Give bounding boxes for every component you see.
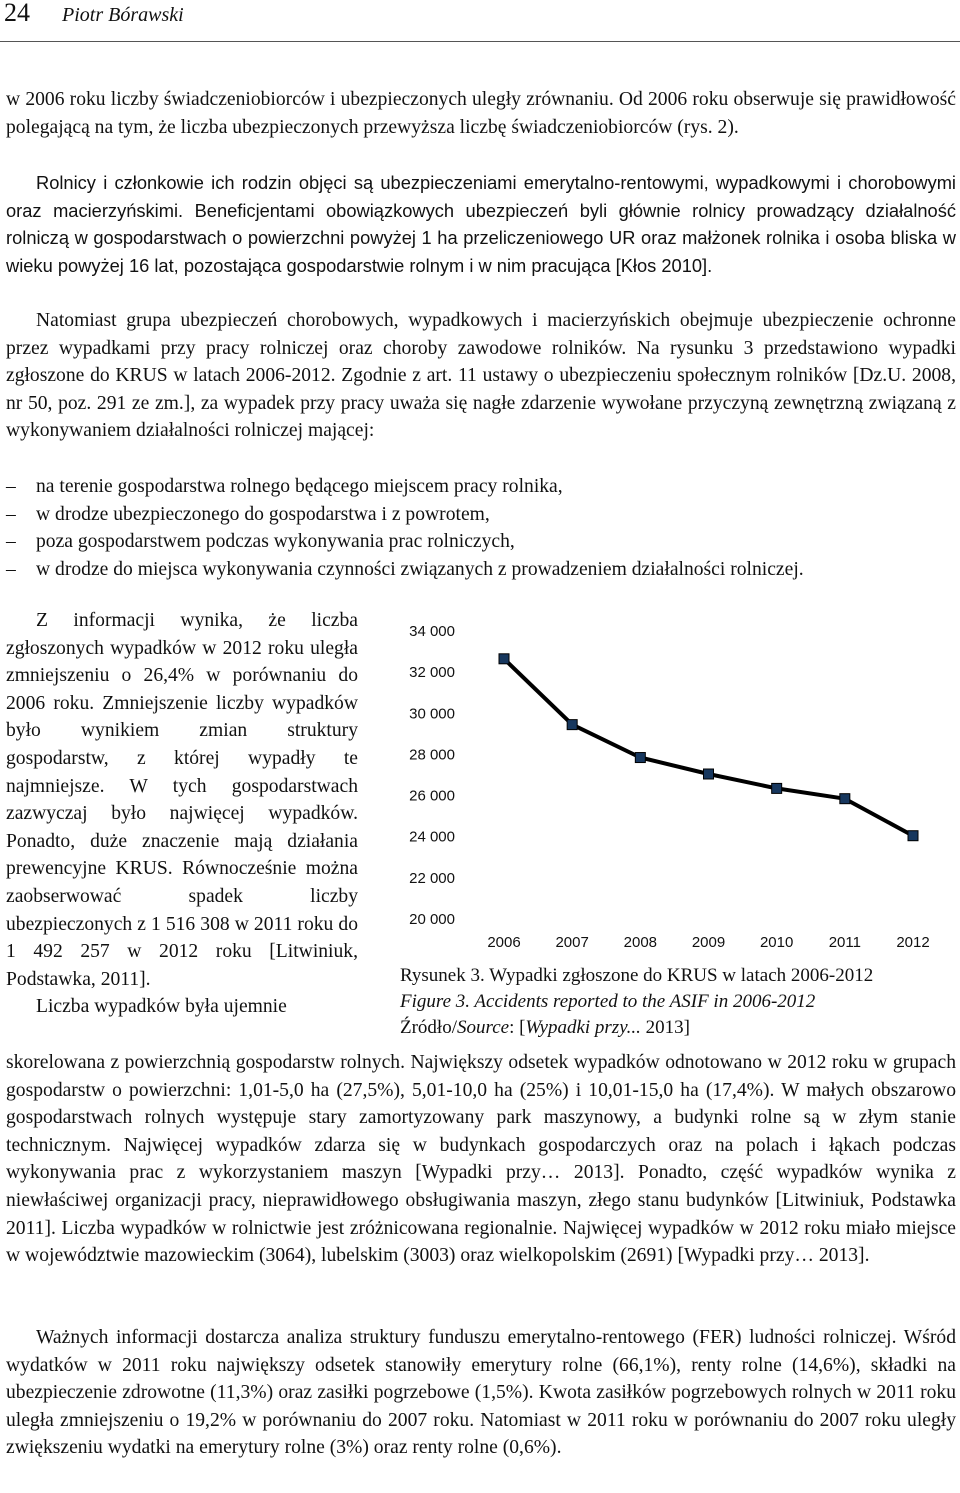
data-point-marker: [908, 831, 918, 841]
data-point-marker: [840, 794, 850, 804]
running-head-author: Piotr Bórawski: [62, 4, 184, 26]
y-tick-label: 34 000: [409, 623, 455, 640]
list-item: [6, 473, 956, 501]
dash-marker: –: [6, 476, 16, 497]
paragraph-3: Natomiast grupa ubezpieczeń chorobowych, wypadkowych i macierzyńskich obejmuje ubezpieczenie ochronne przez wypadkami przy pracy rolniczej oraz choroby zawodowe rolników. Na rysunku 3 przedstawiono wypadki zgłoszone do KRUS w latach 2006-2012. Zgodnie z art. 11 ustawy o ubezpieczeniu społecznym rolników [Dz.U. 2008, nr 50, poz. 291 ze zm.], za wypadek przy pracy uważa się nagłe zdarzenie wywołane przyczyną zewnętrzną związaną z wykonywaniem działalności rolniczej mającej:: [6, 310, 956, 442]
data-point-marker: [499, 654, 509, 664]
data-point-marker: [567, 720, 577, 730]
list-item-text: na terenie gospodarstwa rolnego będącego miejscem pracy rolnika,: [36, 476, 563, 497]
x-tick-label: 2012: [896, 934, 930, 951]
page-header: [0, 0, 960, 40]
y-tick-label: 22 000: [409, 869, 455, 887]
x-tick-label: 2010: [759, 934, 794, 951]
data-point-marker: [772, 783, 782, 793]
page-number: 24: [4, 0, 30, 27]
source-rest-1: : [: [509, 1017, 526, 1038]
dash-marker: –: [6, 531, 16, 553]
source-italic: Wypadki przy...: [525, 1017, 641, 1038]
paragraph-2: Rolnicy i członkowie ich rodzin objęci są ubezpieczeniami emerytalno-rentowymi, wypadkowymi i chorobowymi oraz macierzyńskimi. Beneficjentami obowiązkowych ubezpieczeń byli głównie rolnicy prowadzący działalność rolniczą w gospodarstwach o powierzchni powyżej 1 ha przeliczeniowego UR oraz małżonek rolnika i osoba bliska w wieku powyżej 16 lat, pozostająca gospodarstwie rolnym i w nim pracująca [Kłos 2010].: [6, 172, 956, 276]
x-tick-label: 2011: [828, 934, 861, 951]
figure-caption: [400, 963, 960, 1041]
x-tick-label: 2009: [691, 934, 726, 951]
y-axis-ticks: [409, 623, 455, 928]
paragraph-5: Ważnych informacji dostarcza analiza struktury funduszu emerytalno-rentowego (FER) ludności rolniczej. Wśród wydatków w 2011 roku największy odsetek stanowiły emerytury rolne (66,1%), renty rolne (14,6%), składki na ubezpieczenie zdrowotne (11,3%) oraz zasiłki pogrzebowe (1,5%). Kwota zasiłków pogrzebowych rolnych w 2011 roku uległa zmniejszeniu o 19,2% w porównaniu do 2007 roku. Natomiast w 2011 roku w porównaniu do 2007 roku uległy zwiększeniu wydatki na emerytury rolne (3%) oraz renty rolne (0,6%).: [6, 1327, 956, 1459]
caption-source: [400, 1015, 960, 1041]
list-item-text: w drodze do miejsca wykonywania czynności związanych z prowadzeniem działalności rolniczej.: [36, 558, 804, 580]
x-tick-label: 2007: [555, 934, 589, 951]
list-item: [6, 556, 956, 584]
dash-list: [6, 473, 956, 583]
data-point-marker: [635, 753, 645, 763]
x-axis-ticks: [487, 934, 929, 951]
list-item-text: poza gospodarstwem podczas wykonywania prac rolniczych,: [36, 531, 515, 553]
y-tick-label: 24 000: [409, 828, 455, 846]
source-label-en: Source: [457, 1017, 510, 1038]
paragraph-1: w 2006 roku liczby świadczeniobiorców i ubezpieczonych uległy zrównaniu. Od 2006 roku obserwuje się prawidłowość polegającą na tym, że liczba ubezpieczonych przewyższa liczbę świadczeniobiorców (rys. 2).: [6, 89, 956, 138]
list-item-text: w drodze ubezpieczonego do gospodarstwa i z powrotem,: [36, 503, 490, 525]
series-markers: [499, 654, 918, 841]
accidents-line-chart: [380, 610, 955, 965]
list-item: [6, 501, 956, 529]
y-tick-label: 28 000: [409, 746, 455, 764]
caption-polish: Rysunek 3. Wypadki zgłoszone do KRUS w latach 2006-2012: [400, 965, 874, 986]
x-tick-label: 2006: [487, 934, 521, 951]
source-label: Źródło/: [400, 1017, 457, 1038]
dash-marker: –: [6, 503, 16, 525]
paragraph-left-column: [6, 607, 358, 1021]
y-tick-label: 32 000: [409, 664, 455, 682]
dash-marker: –: [6, 558, 16, 580]
paragraph-4: skorelowana z powierzchnią gospodarstw rolnych. Największy odsetek wypadków odnotowano w 2012 roku w grupach gospodarstw o powierzchni: 1,01-5,0 ha (27,5%), 5,01-10,0 ha (25%) i 10,01-15,0 ha (17,4%). W małych obszarowo gospodarstwach rolnych występuje stary zamortyzowany park maszynowy, a budynki rolne są w złym stanie technicznym. Najwięcej wypadków zdarza się w budynkach gospodarczych oraz na polach i łąkach podczas wykonywania prac z wykorzystaniem maszyn [Wypadki przy… 2013]. Ponadto, część wypadków wynika z niewłaściwej organizacji pracy, nieprawidłowego obsługiwania maszyn, złego stanu budynków [Litwiniuk, Podstawka 2011]. Liczba wypadków w rolnictwie jest zróżnicowana regionalnie. Najwięcej wypadków w 2012 roku miało miejsce w województwie mazowieckim (3064), lubelskim (3003) oraz wielkopolskim (2691) [Wypadki przy… 2013].: [6, 1052, 956, 1267]
y-tick-label: 20 000: [409, 911, 455, 928]
caption-english: Figure 3. Accidents reported to the ASIF in 2006-2012: [400, 991, 816, 1012]
x-tick-label: 2008: [623, 934, 658, 951]
data-point-marker: [704, 769, 714, 779]
source-rest-2: 2013]: [640, 1017, 690, 1038]
header-rule: [0, 41, 960, 42]
left-column-text: Z informacji wynika, że liczba zgłoszonych wypadków w 2012 roku uległa zmniejszeniu o 26,4% w porównaniu do 2006 roku. Zmniejszenie liczby wypadków było wynikiem zmian struktury gospodarstw, z której wypadły te najmniejsze. W tych gospodarstwach zazwyczaj było najwięcej wypadków. Ponadto, duże znaczenie mają działania prewencyjne KRUS. Równocześnie można zaobserwować spadek liczby ubezpieczonych z 1 516 308 w 2011 roku do 1 492 257 w 2012 roku [Litwiniuk, Podstawka, 2011].: [6, 610, 358, 990]
list-item: [6, 528, 956, 556]
y-tick-label: 26 000: [409, 787, 455, 805]
y-tick-label: 30 000: [409, 705, 455, 723]
series-line: [504, 659, 913, 836]
left-column-last-line: Liczba wypadków była ujemnie: [36, 996, 287, 1018]
